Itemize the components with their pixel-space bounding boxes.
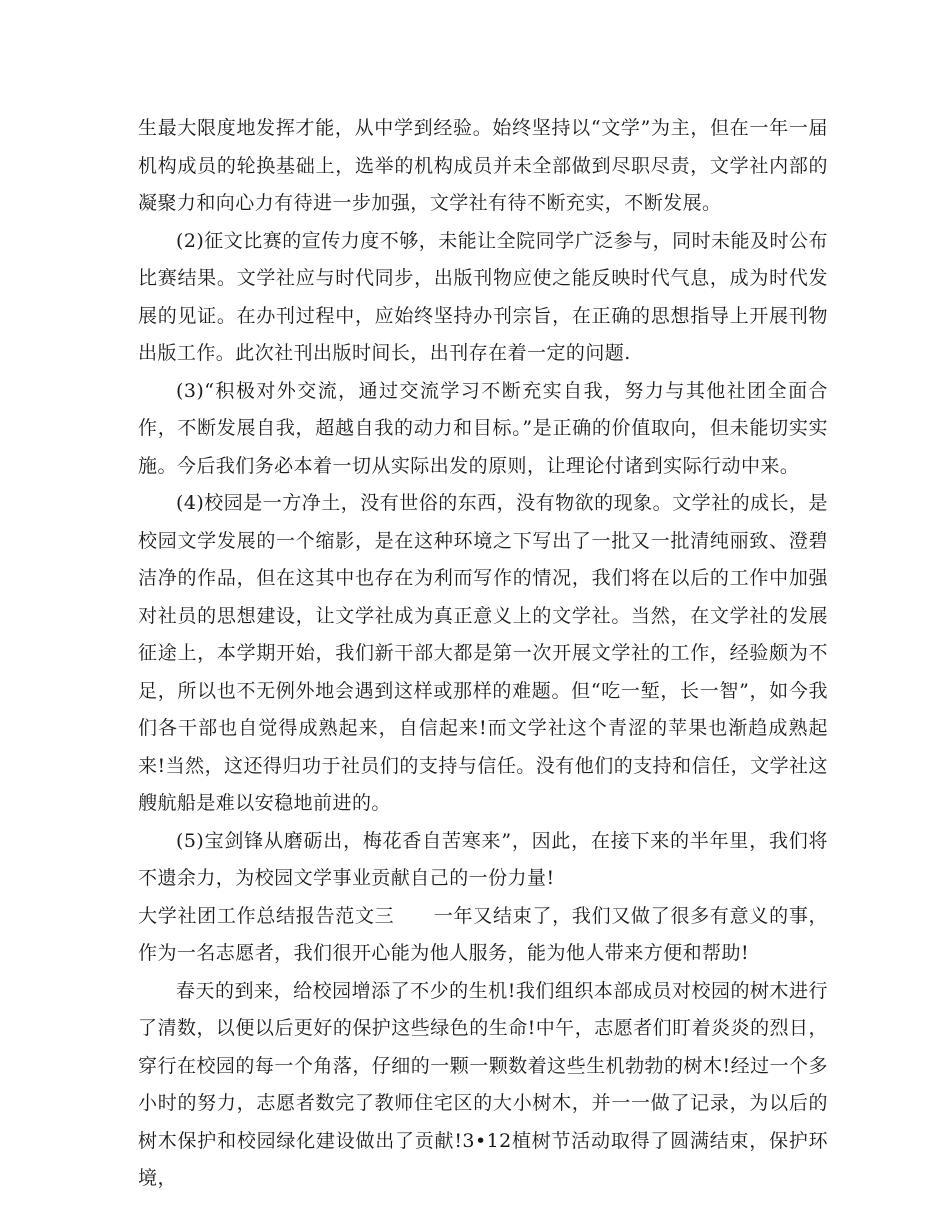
document-body (138, 110, 828, 1198)
paragraph-item-3: (3)“积极对外交流，通过交流学习不断充实自我，努力与其他社团全面合作，不断发展自我，超越自我的动力和目标。”是正确的价值取向，但未能切实实施。今后我们务必本着一切从实际出发的原则，让理论付诸到实际行动中来。 (138, 379, 828, 477)
paragraph-item-5: (5)宝剑锋从磨砺出，梅花香自苦寒来”，因此，在接下来的半年里，我们将不遗余力，为校园文学事业贡献自己的一份力量! (138, 829, 828, 889)
section-heading-paragraph: 大学社团工作总结报告范文三 一年又结束了，我们又做了很多有意义的事，作为一名志愿者，我们很开心能为他人服务，能为他人带来方便和帮助! (138, 904, 828, 964)
paragraph-spring: 春天的到来，给校园增添了不少的生机!我们组织本部成员对校园的树木进行了清数，以便以后更好的保护这些绿色的生命!中午，志愿者们盯着炎炎的烈日，穿行在校园的每一个角落，仔细的一颗一颗数着这些生机勃勃的树木!经过一个多小时的努力，志愿者数完了教师住宅区的大小树木，并一一做了记录，为以后的树木保护和校园绿化建设做出了贡献!3•12植树节活动取得了圆满结束，保护环境， (138, 979, 828, 1189)
paragraph-item-2: (2)征文比赛的宣传力度不够，未能让全院同学广泛参与，同时未能及时公布比赛结果。文学社应与时代同步，出版刊物应使之能反映时代气息，成为时代发展的见证。在办刊过程中，应始终坚持办刊宗旨，在正确的思想指导上开展刊物出版工作。此次社刊出版时间长，出刊存在着一定的问题. (138, 229, 828, 364)
paragraph-item-4: (4)校园是一方净土，没有世俗的东西，没有物欲的现象。文学社的成长，是校园文学发展的一个缩影，是在这种环境之下写出了一批又一批清纯丽致、澄碧洁净的作品，但在这其中也存在为利而写作的情况，我们将在以后的工作中加强对社员的思想建设，让文学社成为真正意义上的文学社。当然，在文学社的发展征途上，本学期开始，我们新干部大都是第一次开展文学社的工作，经验颇为不足，所以也不无例外地会遇到这样或那样的难题。但“吃一堑，长一智”，如今我们各干部也自觉得成熟起来，自信起来!而文学社这个青涩的苹果也渐趋成熟起来!当然，这还得归功于社员们的支持与信任。没有他们的支持和信任，文学社这艘航船是难以安稳地前进的。 (138, 492, 828, 814)
paragraph-continuation: 生最大限度地发挥才能，从中学到经验。始终坚持以“文学”为主，但在一年一届机构成员的轮换基础上，选举的机构成员并未全部做到尽职尽责，文学社内部的凝聚力和向心力有待进一步加强，文学社有待不断充实，不断发展。 (138, 117, 828, 214)
